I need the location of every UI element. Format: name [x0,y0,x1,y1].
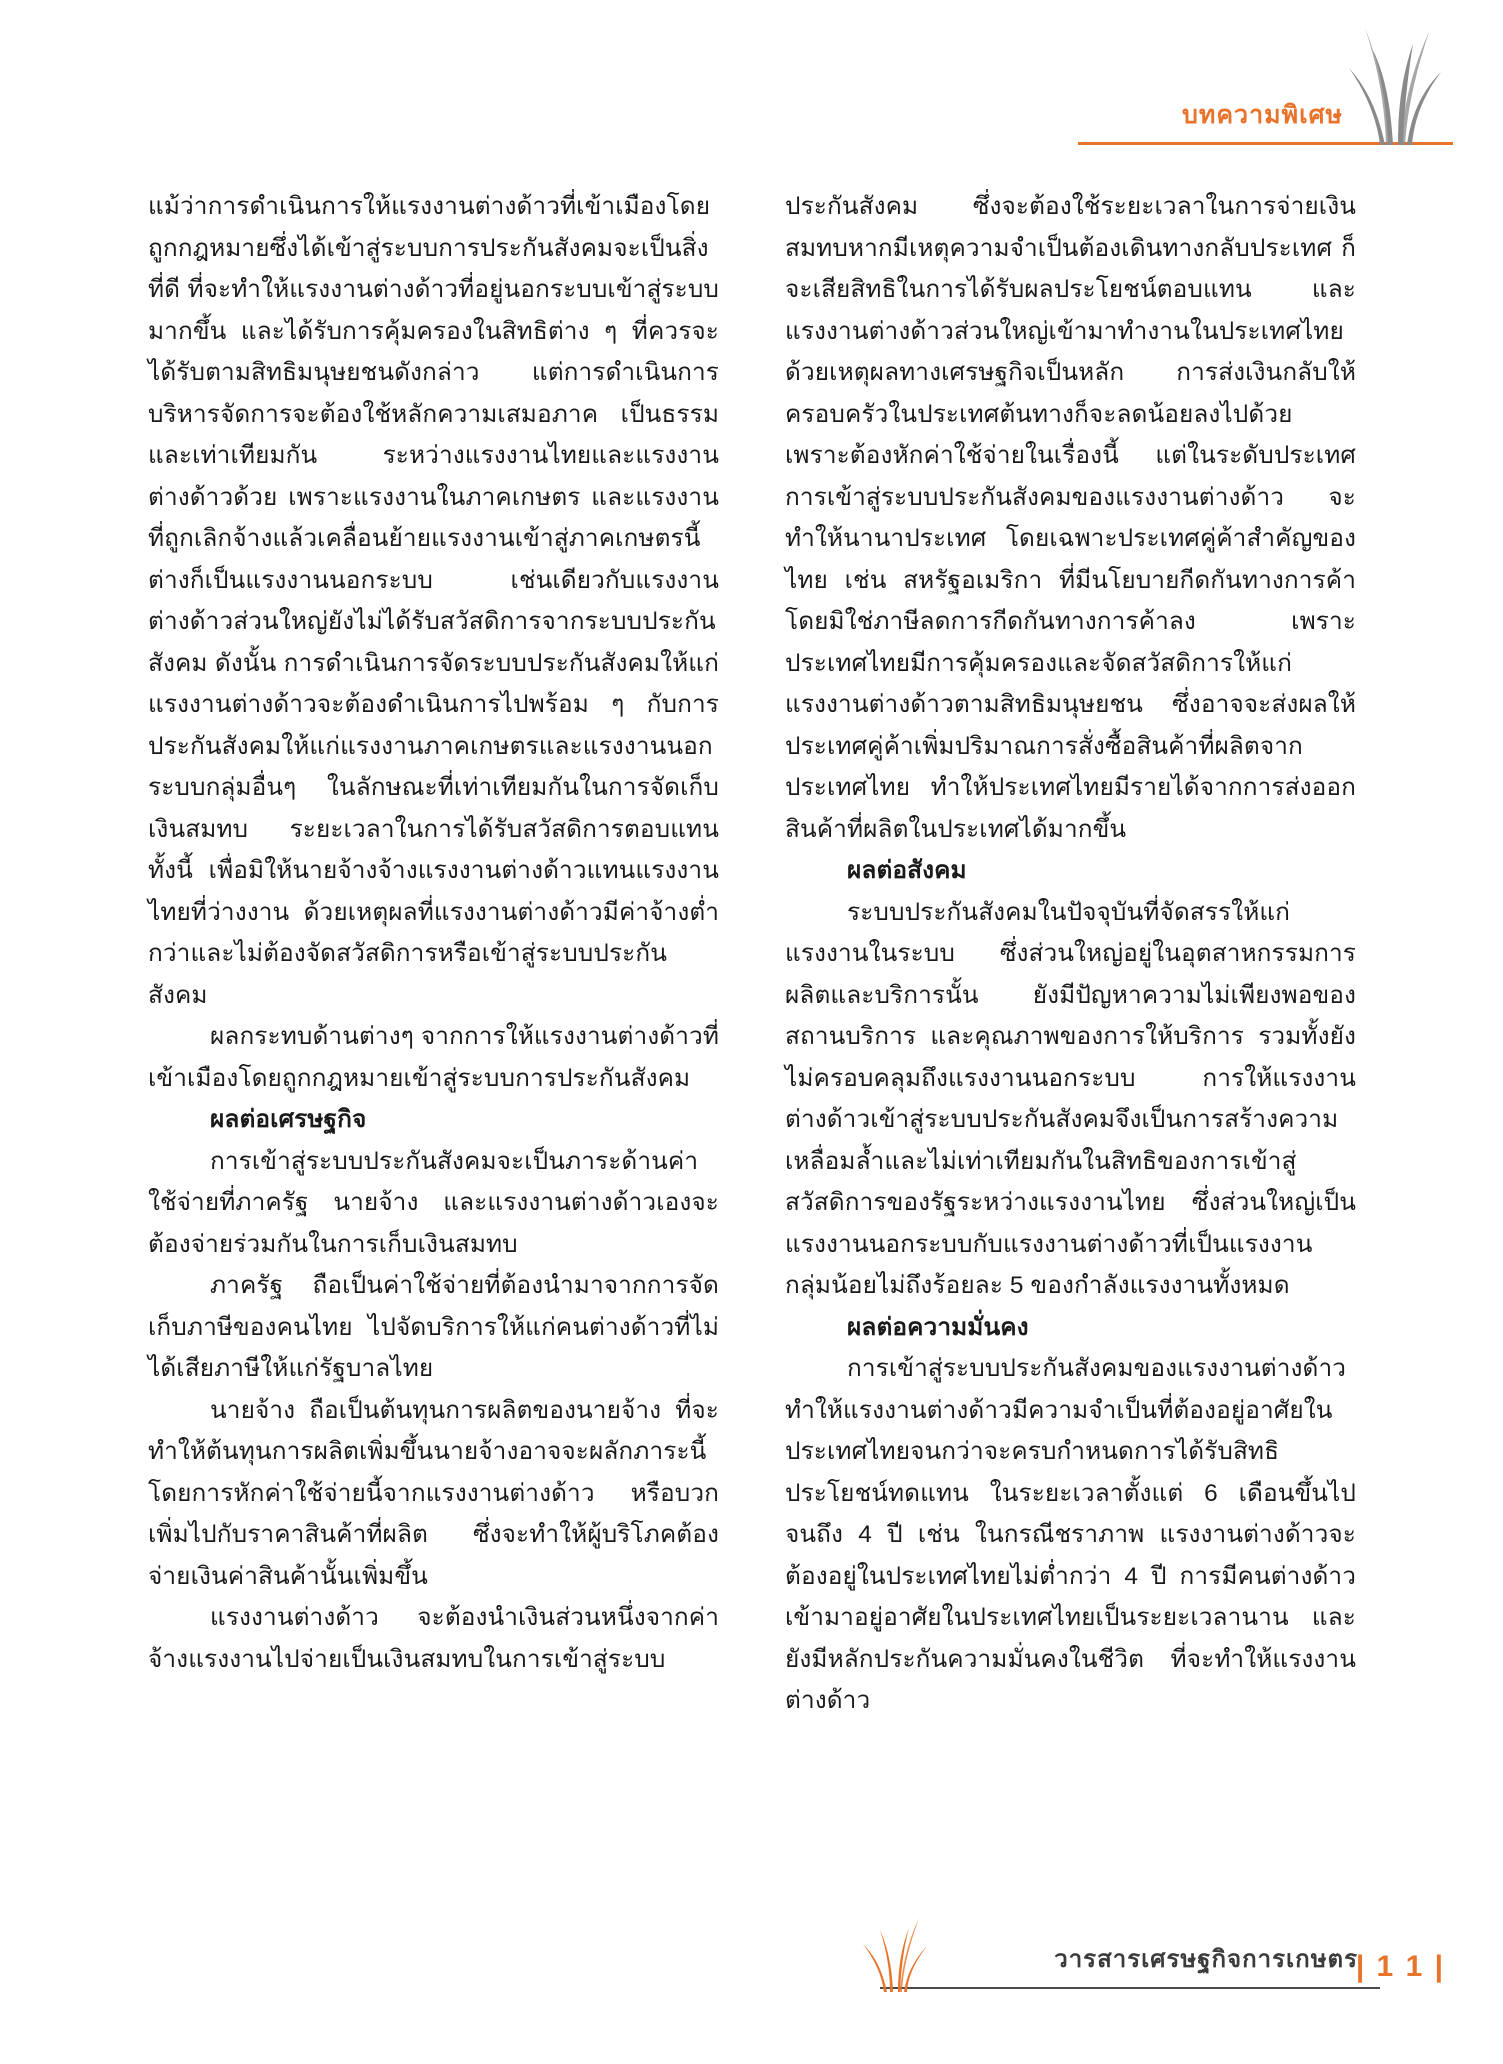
paragraph: ภาครัฐ ถือเป็นค่าใช้จ่ายที่ต้องนำมาจากการจัดเก็บภาษีของคนไทย ไปจัดบริการให้แก่คนต่างด้าวที่ไม่ได้เสียภาษีให้แก่รัฐบาลไทย [148,1272,719,1382]
subheading-security: ผลต่อความมั่นคง [847,1313,1029,1341]
subheading-economy: ผลต่อเศรษฐกิจ [210,1106,367,1133]
paragraph: แรงงานต่างด้าว จะต้องนำเงินส่วนหนึ่งจากค่าจ้างแรงงานไปจ่ายเป็นเงินสมทบในการเข้าสู่ระบบ [148,1604,719,1673]
section-label: บทความพิเศษ [1181,101,1343,129]
paragraph: แม้ว่าการดำเนินการให้แรงงานต่างด้าวที่เข้าเมืองโดยถูกกฎหมายซึ่งได้เข้าสู่ระบบการประกันสังคมจะเป็นสิ่งที่ดี ที่จะทำให้แรงงานต่างด้าวที่อยู่นอกระบบเข้าสู่ระบบมากขึ้น และได้รับการคุ้มครองในสิทธิต่าง ๆ ที่ควรจะได้รับตามสิทธิมนุษยชนดังกล่าว แต่การดำเนินการบริหารจัดการจะต้องใช้หลักความเสมอภาค เป็นธรรม และเท่าเทียมกัน ระหว่างแรงงานไทยและแรงงานต่างด้าวด้วย เพราะแรงงานในภาคเกษตร และแรงงานที่ถูกเลิกจ้างแล้วเคลื่อนย้ายแรงงานเข้าสู่ภาคเกษตรนี้ต่างก็เป็นแรงงานนอกระบบ เช่นเดียวกับแรงงานต่างด้าวส่วนใหญ่ยังไม่ได้รับสวัสดิการจากระบบประกันสังคม ดังนั้น การดำเนินการจัดระบบประกันสังคมให้แก่แรงงานต่างด้าวจะต้องดำเนินการไปพร้อม ๆ กับการประกันสังคมให้แก่แรงงานภาคเกษตรและแรงงานนอกระบบกลุ่มอื่นๆ ในลักษณะที่เท่าเทียมกันในการจัดเก็บเงินสมทบ ระยะเวลาในการได้รับสวัสดิการตอบแทน ทั้งนี้ เพื่อมิให้นายจ้างจ้างแรงงานต่างด้าวแทนแรงงานไทยที่ว่างงาน ด้วยเหตุผลที่แรงงานต่างด้าวมีค่าจ้างต่ำกว่าและไม่ต้องจัดสวัสดิการหรือเข้าสู่ระบบประกันสังคม [148,193,719,1009]
paragraph: นายจ้าง ถือเป็นต้นทุนการผลิตของนายจ้าง ที่จะทำให้ต้นทุนการผลิตเพิ่มขึ้นนายจ้างอาจจะผลักภาระนี้โดยการหักค่าใช้จ่ายนี้จากแรงงานต่างด้าว หรือบวกเพิ่มไปกับราคาสินค้าที่ผลิต ซึ่งจะทำให้ผู้บริโภคต้องจ่ายเงินค่าสินค้านั้นเพิ่มขึ้น [148,1396,719,1590]
paragraph: ประกันสังคม ซึ่งจะต้องใช้ระยะเวลาในการจ่ายเงินสมทบหากมีเหตุความจำเป็นต้องเดินทางกลับประเทศ ก็จะเสียสิทธิในการได้รับผลประโยชน์ตอบแทน และแรงงานต่างด้าวส่วนใหญ่เข้ามาทำงานในประเทศไทยด้วยเหตุผลทางเศรษฐกิจเป็นหลัก การส่งเงินกลับให้ครอบครัวในประเทศต้นทางก็จะลดน้อยลงไปด้วยเพราะต้องหักค่าใช้จ่ายในเรื่องนี้ แต่ในระดับประเทศการเข้าสู่ระบบประกันสังคมของแรงงานต่างด้าว จะทำให้นานาประเทศ โดยเฉพาะประเทศคู่ค้าสำคัญของไทย เช่น สหรัฐอเมริกา ที่มีนโยบายกีดกันทางการค้าโดยมิใช่ภาษีลดการกีดกันทางการค้าลง เพราะประเทศไทยมีการคุ้มครองและจัดสวัสดิการให้แก่แรงงานต่างด้าวตามสิทธิมนุษยชน ซึ่งอาจจะส่งผลให้ประเทศคู่ค้าเพิ่มปริมาณการสั่งซื้อสินค้าที่ผลิตจากประเทศไทย ทำให้ประเทศไทยมีรายได้จากการส่งออกสินค้าที่ผลิตในประเทศได้มากขึ้น [785,193,1356,843]
footer-divider [880,1987,1380,1989]
page-footer [0,1884,1503,2064]
article-body [148,186,1356,1836]
paragraph: การเข้าสู่ระบบประกันสังคมจะเป็นภาระด้านค่าใช้จ่ายที่ภาครัฐ นายจ้าง และแรงงานต่างด้าวเองจะต้องจ่ายร่วมกันในการเก็บเงินสมทบ [148,1147,719,1258]
page-number: | 1 1 | [1355,1950,1445,1983]
grass-ornament-icon [1335,20,1455,145]
page-header [0,0,1503,175]
journal-name: วารสารเศรษฐกิจการเกษตร [1054,1946,1358,1973]
column-right [785,186,1356,1836]
column-left [148,186,719,1836]
grass-ornament-icon [855,1912,935,1992]
paragraph: ผลกระทบด้านต่างๆ จากการให้แรงงานต่างด้าวที่เข้าเมืองโดยถูกกฎหมายเข้าสู่ระบบการประกันสังคม [148,1023,719,1092]
paragraph: ระบบประกันสังคมในปัจจุบันที่จัดสรรให้แก่แรงงานในระบบ ซึ่งส่วนใหญ่อยู่ในอุตสาหกรรมการผลิตและบริการนั้น ยังมีปัญหาความไม่เพียงพอของสถานบริการ และคุณภาพของการให้บริการ รวมทั้งยังไม่ครอบคลุมถึงแรงงานนอกระบบ การให้แรงงานต่างด้าวเข้าสู่ระบบประกันสังคมจึงเป็นการสร้างความเหลื่อมล้ำและไม่เท่าเทียมกันในสิทธิของการเข้าสู่สวัสดิการของรัฐระหว่างแรงงานไทย ซึ่งส่วนใหญ่เป็นแรงงานนอกระบบกับแรงงานต่างด้าวที่เป็นแรงงานกลุ่มน้อยไม่ถึงร้อยละ 5 ของกำลังแรงงานทั้งหมด [785,898,1356,1299]
subheading-society: ผลต่อสังคม [847,857,967,884]
paragraph: การเข้าสู่ระบบประกันสังคมของแรงงานต่างด้าวทำให้แรงงานต่างด้าวมีความจำเป็นที่ต้องอยู่อาศัยในประเทศไทยจนกว่าจะครบกำหนดการได้รับสิทธิประโยชน์ทดแทน ในระยะเวลาตั้งแต่ 6 เดือนขึ้นไปจนถึง 4 ปี เช่น ในกรณีชราภาพ แรงงานต่างด้าวจะต้องอยู่ในประเทศไทยไม่ต่ำกว่า 4 ปี การมีคนต่างด้าวเข้ามาอยู่อาศัยในประเทศไทยเป็นระยะเวลานาน และยังมีหลักประกันความมั่นคงในชีวิต ที่จะทำให้แรงงานต่างด้าว [785,1355,1356,1714]
